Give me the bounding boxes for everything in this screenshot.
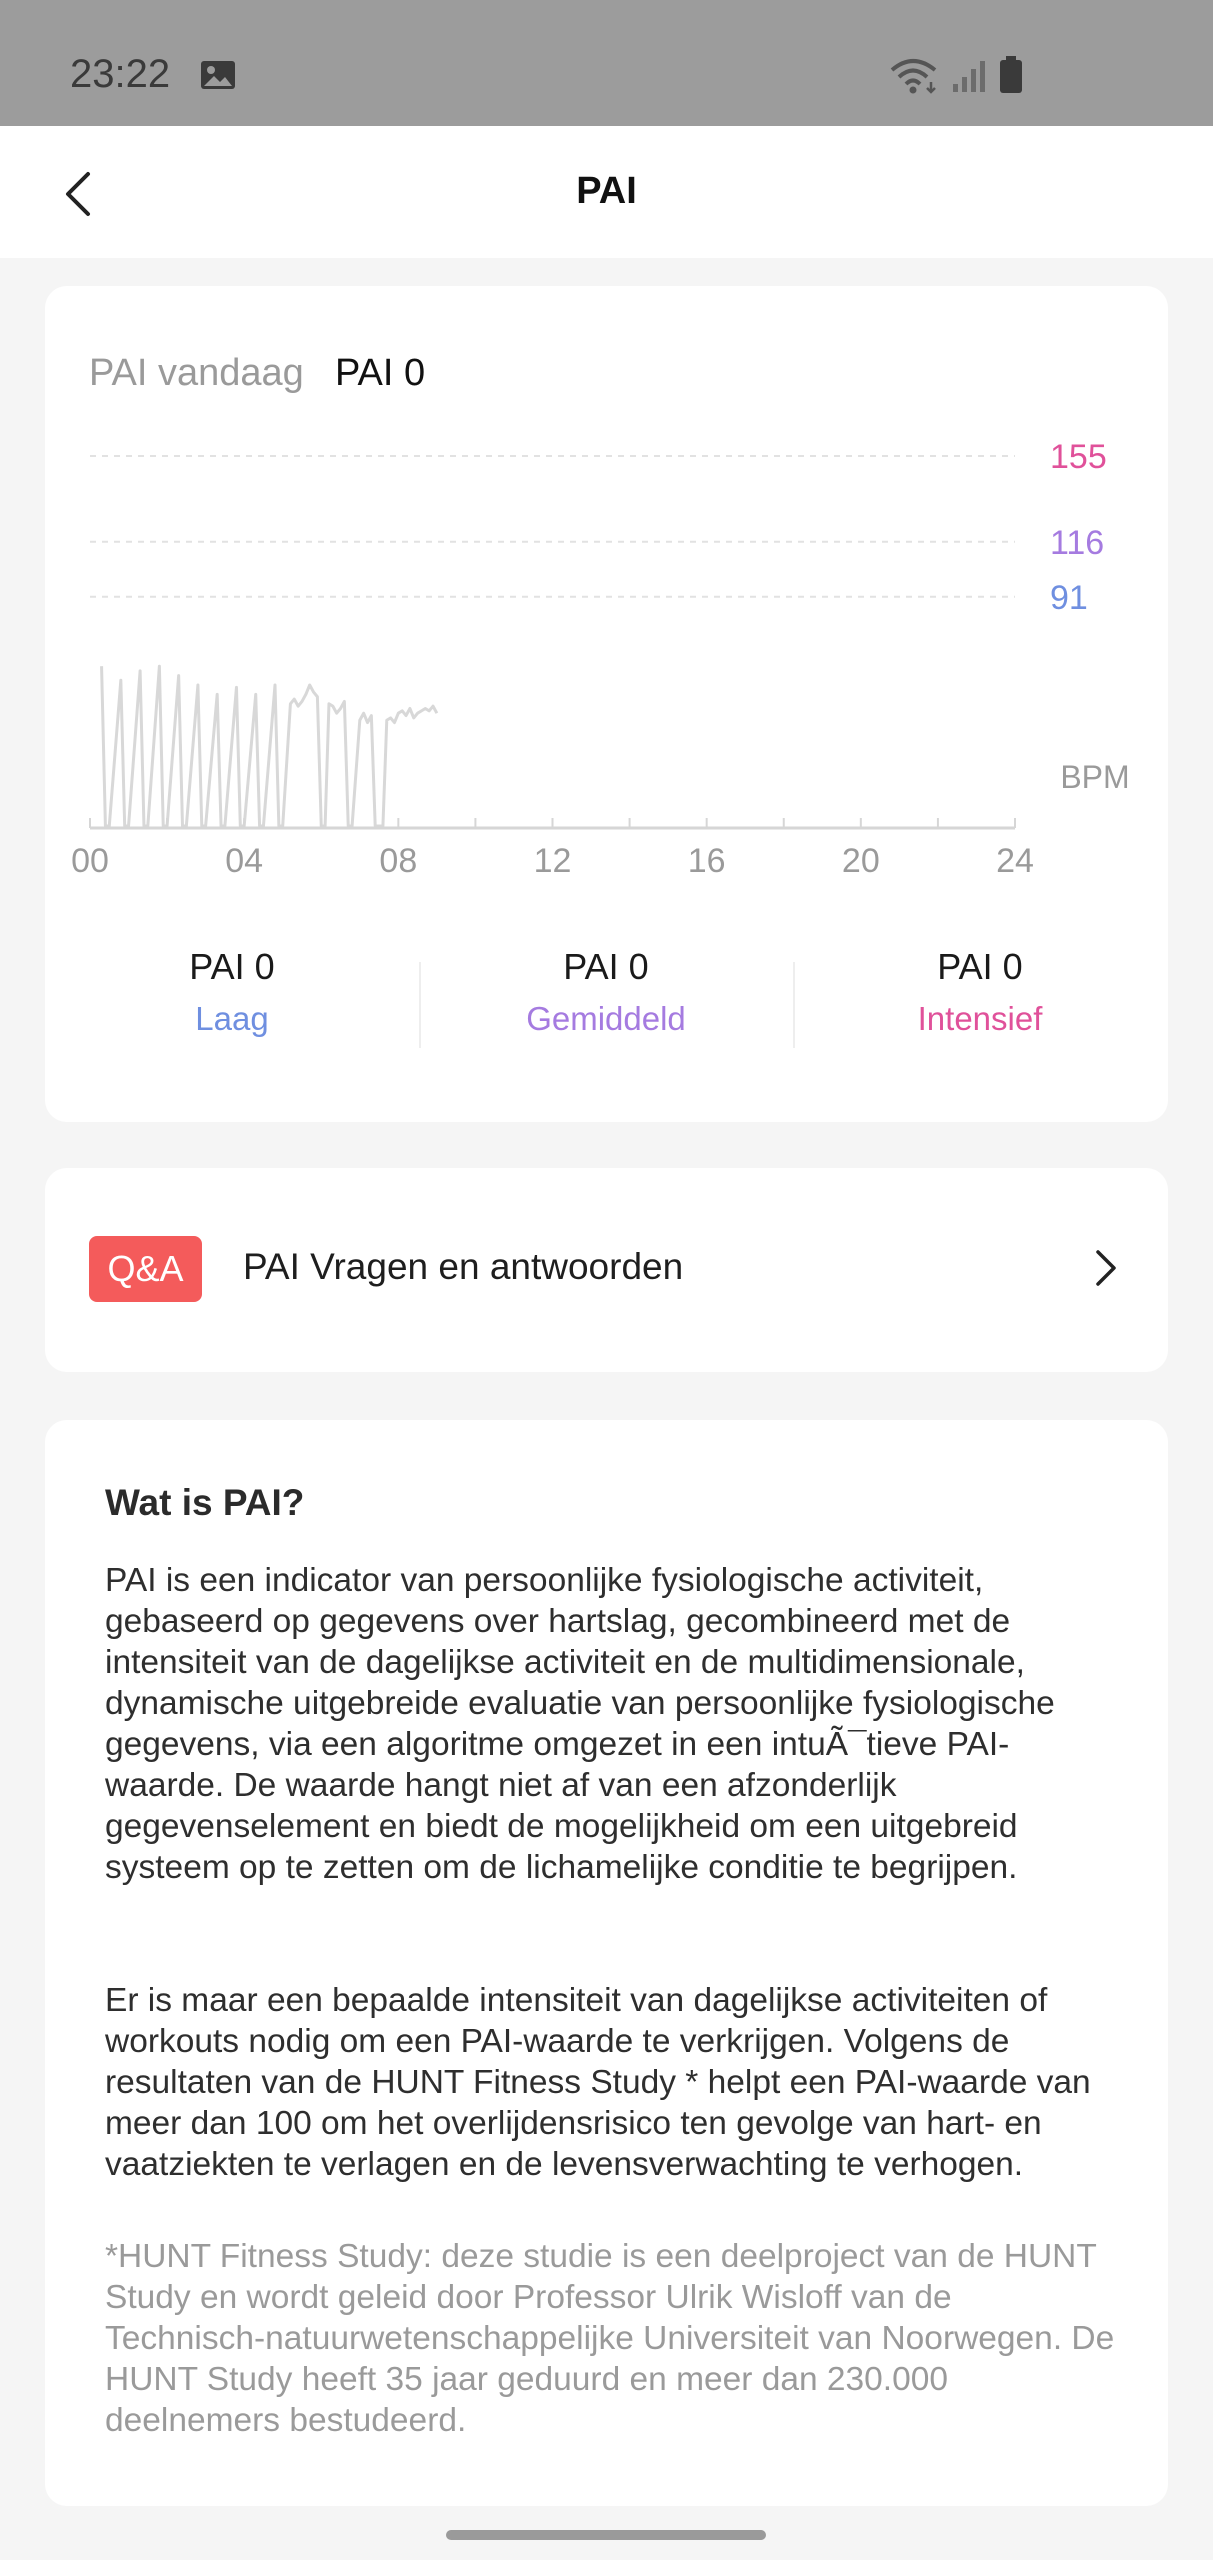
unit-label: BPM — [1060, 759, 1130, 795]
status-icons — [889, 56, 1023, 99]
stat-low-value: PAI 0 — [189, 946, 275, 987]
heart-rate-series — [102, 666, 437, 826]
info-title: Wat is PAI? — [105, 1482, 305, 1523]
x-tick-label: 24 — [996, 842, 1034, 880]
chevron-right-icon — [1090, 1246, 1120, 1295]
image-icon — [200, 60, 236, 95]
threshold-label: 155 — [1050, 438, 1107, 476]
stat-high-value: PAI 0 — [937, 946, 1023, 987]
battery-icon — [999, 56, 1023, 99]
x-tick-label: 12 — [533, 842, 572, 880]
stat-medium — [419, 946, 793, 1038]
stat-medium-value: PAI 0 — [563, 946, 649, 987]
x-tick-label: 00 — [71, 842, 109, 880]
stat-medium-label: Gemiddeld — [526, 1000, 686, 1037]
x-tick-label: 16 — [687, 842, 726, 880]
info-paragraph: Er is maar een bepaalde intensiteit van dagelijkse activiteiten of workouts nodig om een PAI-waarde te verkrijgen. Volgens de resultaten van de HUNT Fitness Study * helpt een PAI-waarde van meer dan 100 om het overlijdensrisico ten gevolge van hart- en vaatziekten te verlagen en de levensverwachting te verhogen. — [105, 1982, 1091, 2183]
x-tick-label: 08 — [379, 842, 418, 880]
stat-low — [45, 946, 419, 1038]
info-footnote: *HUNT Fitness Study: deze studie is een deelproject van de HUNT Study en wordt geleid door Professor Ulrik Wisloff van de Technisch-natuurwetenschappelijke Universiteit van Noorwegen. De HUNT Study heeft 35 jaar geduurd en meer dan 230.000 deelnemers bestudeerd. — [105, 2238, 1115, 2439]
pai-today-label: PAI vandaag — [89, 352, 304, 394]
status-bar — [0, 0, 1213, 126]
x-tick-label: 20 — [841, 842, 880, 880]
stat-high — [793, 946, 1167, 1038]
qa-label: PAI Vragen en antwoorden — [243, 1246, 684, 1287]
wifi-icon — [889, 58, 939, 99]
pai-info-card — [45, 1420, 1168, 2506]
pai-chart-card — [45, 286, 1168, 1122]
home-indicator[interactable] — [446, 2530, 766, 2540]
stat-high-label: Intensief — [917, 1000, 1043, 1037]
info-paragraph: PAI is een indicator van persoonlijke fysiologische activiteit, gebaseerd op gegevens over hartslag, gecombineerd met de intensiteit van de dagelijkse activiteit en de multidimensionale, dynamische uitgebreide evaluatie van persoonlijke fysiologische gegevens, via een algoritme omgezet in een intuÃ¯tieve PAI-waarde. De waarde hangt niet af van een afzonderlijk gegevenselement en biedt de mogelijkheid om een uitgebreid systeem op te zetten om de lichamelijke conditie te begrijpen. — [105, 1562, 1055, 1886]
status-time: 23:22 — [70, 52, 171, 96]
signal-icon — [951, 58, 987, 99]
heart-rate-chart — [45, 286, 1168, 906]
qa-row[interactable] — [45, 1168, 1168, 1372]
page-title: PAI — [576, 170, 637, 212]
x-tick-label: 04 — [225, 842, 264, 880]
app-header — [0, 126, 1213, 258]
pai-today-value: PAI 0 — [335, 352, 426, 394]
intensity-stats — [45, 946, 1168, 1066]
threshold-label: 91 — [1050, 578, 1088, 617]
threshold-label: 116 — [1050, 523, 1105, 562]
stat-low-label: Laag — [195, 1000, 269, 1037]
qa-badge: Q&A — [89, 1236, 202, 1302]
